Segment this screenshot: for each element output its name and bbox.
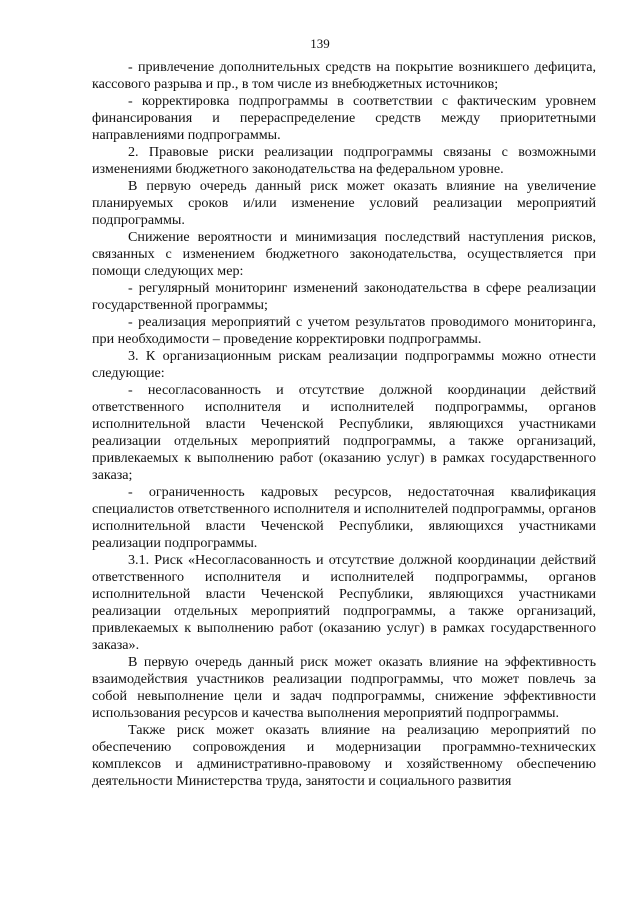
paragraph-5: Снижение вероятности и минимизация последствий наступления рисков, связанных с изменением бюджетного законодательства, осуществляется при помощи следующих мер: [92,229,596,279]
paragraph-13: Также риск может оказать влияние на реализацию мероприятий по обеспечению сопровождения и модернизации программно-технических комплексов и административно-правовому и хозяйственному обеспечению деятельности Министерства труда, занятости и социального развития [92,722,596,789]
paragraph-9: - несогласованность и отсутствие должной координации действий ответственного исполнителя и исполнителей подпрограммы, органов исполнительной власти Чеченской Республики, являющихся участниками реализации отдельных мероприятий подпрограммы, а также организаций, привлекаемых к выполнению работ (оказанию услуг) в рамках государственного заказа; [92,382,596,483]
paragraph-8: 3. К организационным рискам реализации подпрограммы можно отнести следующие: [92,348,596,381]
paragraph-4: В первую очередь данный риск может оказать влияние на увеличение планируемых сроков и/или изменение условий реализации мероприятий подпрограммы. [92,178,596,228]
text-body [92,59,596,790]
paragraph-1: - привлечение дополнительных средств на покрытие возникшего дефицита, кассового разрыва и пр., в том числе из внебюджетных источников; [92,59,596,92]
page-number: 139 [310,36,330,51]
paragraph-6: - регулярный мониторинг изменений законодательства в сфере реализации государственной программы; [92,280,596,313]
paragraph-3: 2. Правовые риски реализации подпрограммы связаны с возможными изменениями бюджетного законодательства на федеральном уровне. [92,144,596,177]
paragraph-2: - корректировка подпрограммы в соответствии с фактическим уровнем финансирования и перераспределение средств между приоритетными направлениями подпрограммы. [92,93,596,143]
paragraph-10: - ограниченность кадровых ресурсов, недостаточная квалификация специалистов ответственного исполнителя и исполнителей подпрограммы, органов исполнительной власти Чеченской Республики, являющихся участниками реализации подпрограммы. [92,484,596,551]
paragraph-12: В первую очередь данный риск может оказать влияние на эффективность взаимодействия участников реализации подпрограммы, что может повлечь за собой невыполнение цели и задач подпрограммы, снижение эффективности использования ресурсов и качества выполнения мероприятий подпрограммы. [92,654,596,721]
paragraph-11: 3.1. Риск «Несогласованность и отсутствие должной координации действий ответственного исполнителя и исполнителей подпрограммы, органов исполнительной власти Чеченской Республики, являющихся участниками реализации отдельных мероприятий подпрограммы, а также организаций, привлекаемых к выполнению работ (оказанию услуг) в рамках государственного заказа». [92,552,596,653]
paragraph-7: - реализация мероприятий с учетом результатов проводимого мониторинга, при необходимости – проведение корректировки подпрограммы. [92,314,596,347]
